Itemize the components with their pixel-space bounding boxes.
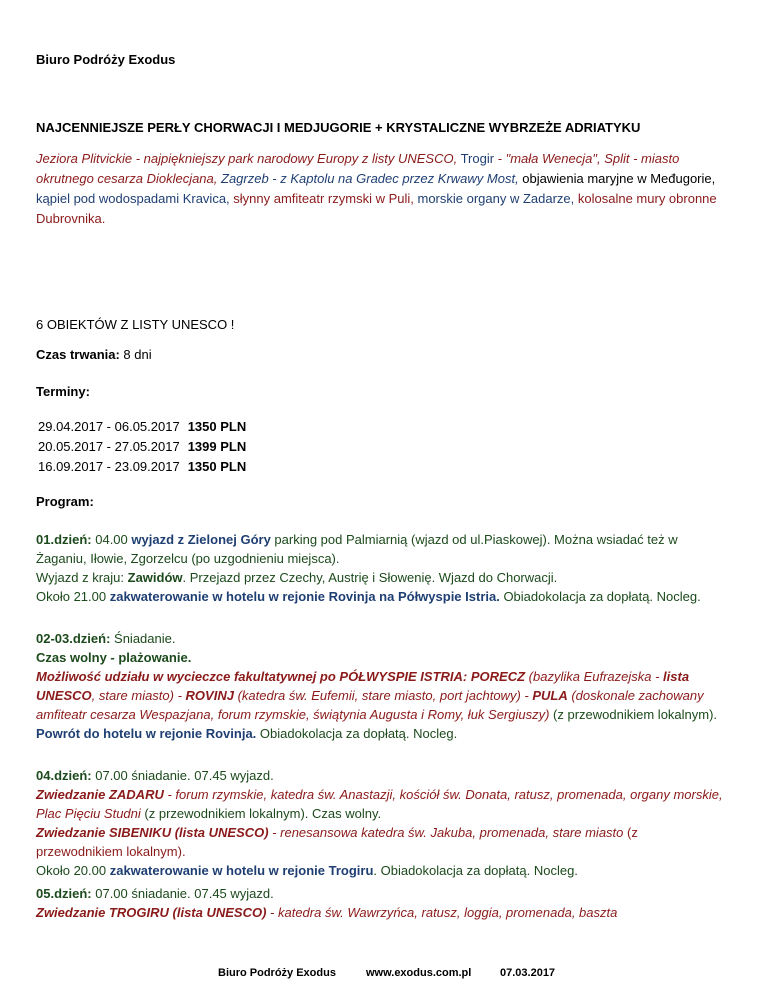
day-text: zakwaterowanie w hotelu w rejonie Rovinja na Półwyspie Istria.	[109, 589, 500, 604]
offer-title: NAJCENNIEJSZE PERŁY CHORWACJI I MEDJUGORIE + KRYSTALICZNE WYBRZEŻE ADRIATYKU	[36, 120, 641, 135]
day-text: 04.00	[91, 532, 132, 547]
day-2	[36, 629, 728, 743]
intro-trogir: Trogir	[457, 151, 495, 166]
table-row	[38, 437, 246, 457]
day-text: Około 21.00	[36, 589, 110, 604]
day-text: Z	[517, 669, 526, 684]
day-text: Obiadokolacja za dopłatą. Nocleg.	[499, 589, 701, 604]
term-dates: 16.09.2017 - 23.09.2017	[38, 459, 180, 474]
day-text: Czas wolny - plażowanie.	[36, 650, 192, 665]
day-text: PULA	[532, 688, 568, 703]
footer-company: Biuro Podróży Exodus	[218, 967, 336, 979]
unesco-count: 6 OBIEKTÓW Z LISTY UNESCO !	[36, 317, 235, 332]
day-text: (z przewodnikiem lokalnym).	[549, 707, 718, 722]
day-text: parking pod Palmiarnią (wjazd od ul.Piaskowej). Można wsiadać też w Żaganiu, Iłowie, Zgorzelcu (po uzgodnieniu miejsca).	[36, 532, 678, 566]
intro-dubrovnik: kolosalne mury obronne Dubrovnika.	[36, 191, 717, 226]
day-text: (katedra św. Eufemii, stare miasto, port jachtowy) -	[233, 688, 533, 703]
day-text: Zawidów	[127, 570, 183, 585]
table-row	[38, 417, 246, 437]
terms-table	[38, 417, 246, 477]
day-text: ROVINJ	[185, 688, 234, 703]
day-text: lista UNESCO	[36, 669, 690, 703]
duration-label: Czas trwania:	[36, 347, 120, 362]
intro-zadar: morskie organy w Zadarze,	[413, 191, 575, 206]
day-5	[36, 884, 728, 922]
day-text: . Obiadokolacja za dopłatą. Nocleg.	[373, 863, 578, 878]
intro-kravica: kąpiel pod wodospadami Kravica,	[36, 191, 230, 206]
day-text: Zwiedzanie SIBENIKU (lista UNESCO)	[36, 825, 269, 840]
day-label: 02-03.dzień:	[36, 631, 111, 646]
term-dates: 29.04.2017 - 06.05.2017	[38, 419, 180, 434]
term-price: 1350 PLN	[187, 459, 247, 474]
day-label: 01.dzień:	[36, 532, 92, 547]
day-text: . Przejazd przez Czechy, Austrię i Słowenię. Wjazd do Chorwacji.	[182, 570, 558, 585]
intro-paragraph	[36, 149, 726, 229]
day-1	[36, 530, 728, 606]
day-text: Około 20.00	[36, 863, 110, 878]
day-label: 05.dzień:	[36, 886, 92, 901]
terms-label: Terminy:	[36, 384, 90, 399]
intro-plitvice: Jeziora Plitvickie - najpiękniejszy park narodowy Europy z listy UNESCO,	[36, 151, 458, 166]
intro-zagreb: Zagrzeb - z Kaptolu na Gradec przez Krwawy Most,	[217, 171, 519, 186]
footer-date: 07.03.2017	[500, 967, 556, 979]
day-text: - katedra św. Wawrzyńca, ratusz, loggia, promenada, baszta	[266, 905, 618, 920]
day-label: 04.dzień:	[36, 768, 92, 783]
company-name: Biuro Podróży Exodus	[36, 52, 176, 67]
day-4	[36, 766, 728, 880]
intro-pula: słynny amfiteatr rzymski w Puli,	[229, 191, 414, 206]
day-text: Obiadokolacja za dopłatą. Nocleg.	[256, 726, 458, 741]
intro-medjugorje: objawienia maryjne w Međugorie,	[518, 171, 716, 186]
day-text: (doskonale zachowany amfiteatr cesarza Wespazjana, forum rzymskie, świątynia Augusta i Romy, łuk Sergiuszy)	[36, 688, 704, 722]
footer-website[interactable]: www.exodus.com.pl	[366, 967, 472, 979]
day-text: Zwiedzanie ZADARU	[36, 787, 164, 802]
day-text: Zwiedzanie TROGIRU (lista UNESCO)	[36, 905, 267, 920]
day-text: , stare miasto) -	[91, 688, 186, 703]
duration	[36, 347, 152, 362]
term-price: 1399 PLN	[187, 439, 247, 454]
day-text: Śniadanie.	[110, 631, 176, 646]
table-row	[38, 457, 246, 477]
duration-value: 8 dni	[119, 347, 152, 362]
intro-split: - "mała Wenecja", Split - miasto okrutnego cesarza Dioklecjana,	[36, 151, 680, 186]
day-text: - forum rzymskie, katedra św. Anastazji, kościół św. Donata, ratusz, promenada, organy morskie, Plac Pięciu Studni	[36, 787, 723, 821]
day-text: 07.00 śniadanie. 07.45 wyjazd.	[91, 768, 274, 783]
day-text: Powrót do hotelu w rejonie Rovinja.	[36, 726, 257, 741]
day-text: - renesansowa katedra św. Jakuba, promenada, stare miasto	[268, 825, 624, 840]
day-text: (z przewodnikiem lokalnym).	[36, 825, 638, 859]
day-text: 07.00 śniadanie. 07.45 wyjazd.	[91, 886, 274, 901]
day-text: (z przewodnikiem lokalnym). Czas wolny.	[140, 806, 382, 821]
day-text: Wyjazd z kraju:	[36, 570, 128, 585]
day-text: zakwaterowanie w hotelu w rejonie Trogiru	[109, 863, 374, 878]
day-text: Możliwość udziału w wycieczce fakultatywnej po PÓŁWYSPIE ISTRIA: POREC	[36, 669, 518, 684]
term-dates: 20.05.2017 - 27.05.2017	[38, 439, 180, 454]
term-price: 1350 PLN	[187, 419, 247, 434]
day-text: (bazylika Eufrazejska -	[525, 669, 664, 684]
day-text: wyjazd z Zielonej Góry	[131, 532, 271, 547]
program-label: Program:	[36, 494, 94, 509]
